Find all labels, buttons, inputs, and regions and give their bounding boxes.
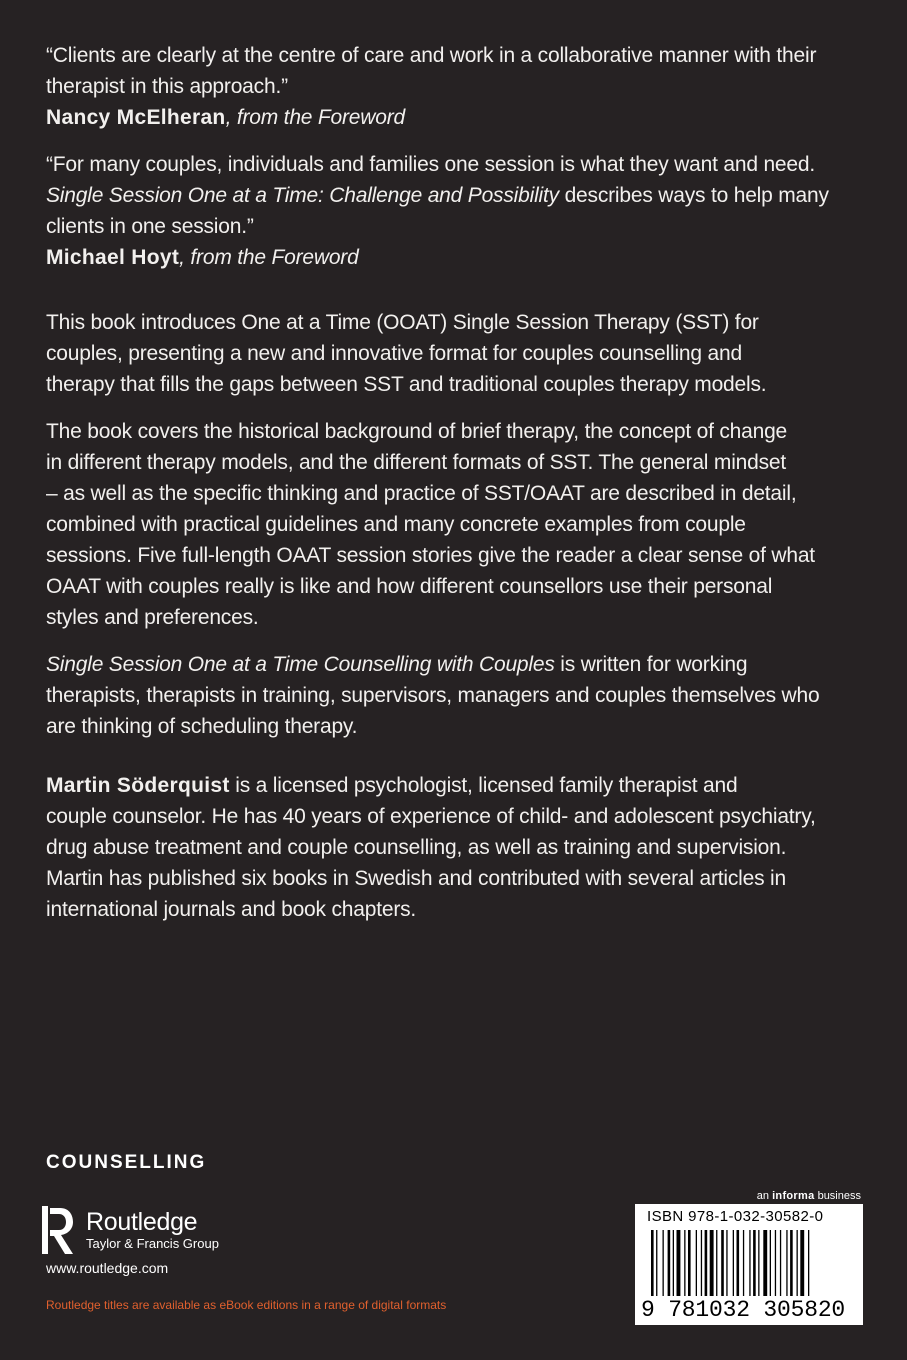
barcode-bar [673,1230,674,1296]
barcode-bar [770,1230,771,1296]
quote-1-attribution [46,102,866,133]
quote-2 [46,149,866,273]
barcode-bar [688,1230,691,1296]
barcode-bar [797,1230,798,1296]
barcode-bar [701,1230,702,1296]
barcode-bar [726,1230,727,1296]
bio-line: drug abuse treatment and couple counselling, as well as training and supervision. [46,836,787,859]
barcode-bar [705,1230,708,1296]
audience-line-1-rest: is written for working [554,653,748,676]
quote-2-title: Single Session One at a Time: Challenge and Possibility [46,184,559,207]
bio-author-name: Martin Söderquist [46,774,230,797]
barcode-bar [775,1230,776,1296]
intro-paragraph [46,307,866,400]
back-cover-text [46,40,866,925]
bio-line-1 [46,770,866,801]
covers-line: – as well as the specific thinking and practice of SST/OAAT are described in detail, [46,482,797,505]
barcode-bars [651,1230,851,1302]
bio-line-1-rest: is a licensed psychologist, licensed family therapist and [229,774,738,797]
category-label: COUNSELLING [46,1152,207,1173]
bio-line: Martin has published six books in Swedish and contributed with several articles in [46,867,786,890]
barcode-bar [780,1230,781,1296]
intro-line: therapy that fills the gaps between SST and traditional couples therapy models. [46,373,767,396]
quote-1 [46,40,866,133]
audience-line-3: are thinking of scheduling therapy. [46,715,358,738]
publisher-website: www.routledge.com [46,1260,169,1276]
bio-line: international journals and book chapters. [46,898,417,921]
author-bio [46,770,866,925]
barcode-bar [790,1230,793,1296]
routledge-logo [40,1204,260,1256]
informa-business-label [757,1190,861,1202]
barcode-bar [737,1230,740,1296]
audience-paragraph [46,649,866,742]
quote-1-line-2: therapist in this approach.” [46,75,288,98]
audience-line-1 [46,649,866,680]
audience-line-2: therapists, therapists in training, supervisors, managers and couples themselves who [46,684,820,707]
barcode-digits: 9 781032 305820 [641,1297,846,1323]
intro-line: couples, presenting a new and innovative format for couples counselling and [46,342,742,365]
quote-2-line-3: clients in one session.” [46,215,254,238]
barcode-bar [721,1230,724,1296]
covers-paragraph [46,416,866,633]
barcode-bar [763,1230,767,1296]
covers-line: OAAT with couples really is like and how different counsellors use their personal [46,575,773,598]
isbn-number: ISBN 978-1-032-30582-0 [647,1208,824,1225]
isbn-barcode [635,1204,863,1325]
barcode-bar [677,1230,681,1296]
barcode-bar [710,1230,714,1296]
informa-bold: informa [772,1190,815,1202]
covers-line: The book covers the historical background of brief therapy, the concept of change [46,420,788,443]
publisher-name: Routledge [86,1208,198,1236]
covers-line: combined with practical guidelines and many concrete examples from couple [46,513,746,536]
barcode-bar [733,1230,734,1296]
informa-prefix: an [756,1190,773,1202]
quote-1-line-1: “Clients are clearly at the centre of care and work in a collaborative manner with their [46,44,817,67]
barcode-bar [684,1230,685,1296]
quote-2-line-2-rest: describes ways to help many [558,184,829,207]
informa-suffix: business [814,1190,861,1202]
publisher-group: Taylor & Francis Group [86,1236,219,1251]
quote-1-source: , from the Foreword [225,106,406,129]
barcode-bar [743,1230,744,1296]
barcode-bar [749,1230,750,1296]
covers-line: sessions. Five full-length OAAT session stories give the reader a clear sense of what [46,544,815,567]
barcode-bar [696,1230,697,1296]
barcode-bar [786,1230,787,1296]
barcode-bar [758,1230,759,1296]
barcode-bar [808,1230,809,1296]
intro-line: This book introduces One at a Time (OOAT) Single Session Therapy (SST) for [46,311,759,334]
barcode-bar [663,1230,664,1296]
audience-title: Single Session One at a Time Counselling with Couples [46,653,555,676]
quote-2-source: , from the Foreword [179,246,359,269]
covers-line: in different therapy models, and the different formats of SST. The general mindset [46,451,787,474]
barcode-bar [716,1230,717,1296]
barcode-bar [651,1230,654,1296]
quote-2-line-2 [46,180,866,211]
barcode-bar [668,1230,671,1296]
covers-line: styles and preferences. [46,606,259,629]
barcode-bar [753,1230,756,1296]
ebook-note: Routledge titles are available as eBook editions in a range of digital formats [46,1298,447,1312]
barcode-bar [800,1230,804,1296]
quote-2-author: Michael Hoyt [46,246,180,269]
quote-2-line-1: “For many couples, individuals and families one session is what they want and need. [46,153,815,176]
quote-2-attribution [46,242,866,273]
bio-line: couple counselor. He has 40 years of experience of child- and adolescent psychiatry, [46,805,816,828]
quote-1-author: Nancy McElheran [46,106,226,129]
barcode-bar [656,1230,657,1296]
routledge-r-icon [40,1204,76,1256]
